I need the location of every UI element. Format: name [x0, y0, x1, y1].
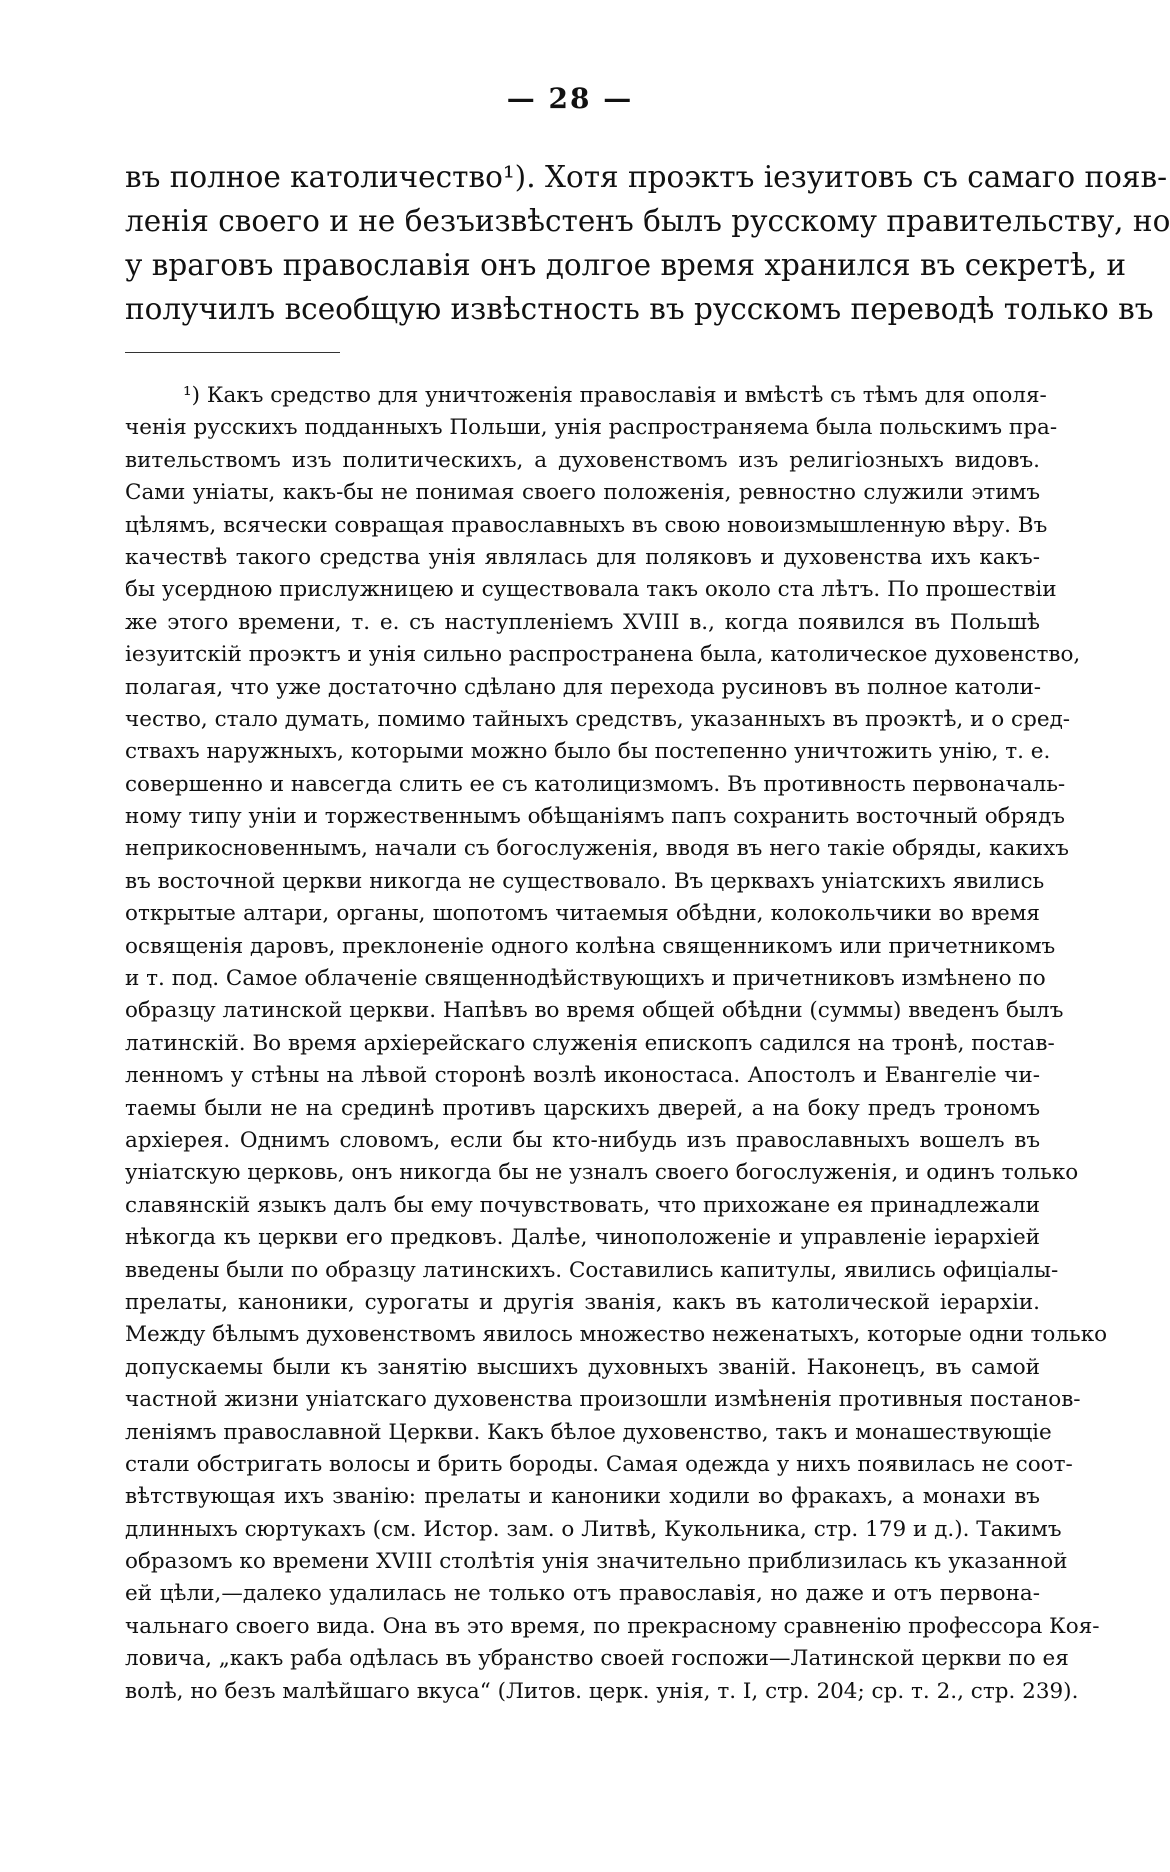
- main-text: [125, 155, 1170, 331]
- footnote-line: образцу латинской церкви. Напѣвъ во время общей обѣдни (суммы) введенъ былъ: [125, 998, 1064, 1024]
- footnote-line: качествѣ такого средства унiя являлась для поляковъ и духовенства ихъ какъ-: [125, 544, 1040, 570]
- footnote-line: и т. под. Самое облаченiе священнодѣйствующихъ и причетниковъ измѣнено по: [125, 966, 1046, 992]
- footnote-line: ствахъ наружныхъ, которыми можно было бы постепенно уничтожить унiю, т. е.: [125, 739, 1051, 765]
- footnote-line: нѣкогда къ церкви его предковъ. Далѣе, чиноположенiе и управленiе iерархiей: [125, 1225, 1040, 1251]
- footnote-line: Между бѣлымъ духовенствомъ явилось множество неженатыхъ, которые одни только: [125, 1322, 1108, 1348]
- footnote-line: ¹) Какъ средство для уничтоженiя православiя и вмѣстѣ съ тѣмъ для ополя-: [183, 383, 1047, 408]
- footnote-line: совершенно и навсегда слить ее съ католицизмомъ. Въ противность первоначаль-: [125, 771, 1066, 797]
- footnote-line: ловича, „какъ раба одѣлась въ убранство своей госпожи—Латинской церкви по ея: [125, 1646, 1069, 1672]
- footnote-line: латинскiй. Во время архiерейскаго служенiя епископъ садился на тронѣ, постав-: [125, 1030, 1055, 1056]
- footnote-line: iезуитскiй проэктъ и унiя сильно распространена была, католическое духовенство,: [125, 642, 1081, 668]
- footnote-line: ленiямъ православной Церкви. Какъ бѣлое духовенство, такъ и монашествующiе: [125, 1419, 1052, 1445]
- footnote-line: прелаты, каноники, сурогаты и другiя званiя, какъ въ католической iерархiи.: [125, 1289, 1040, 1315]
- footnote-line: чество, стало думать, помимо тайныхъ средствъ, указанныхъ въ проэктѣ, и о сред-: [125, 706, 1071, 732]
- footnote-line: стали обстригать волосы и брить бороды. Самая одежда у нихъ появилась не соот-: [125, 1451, 1073, 1477]
- footnote-line: частной жизни унiатскаго духовенства произошли измѣненiя противныя постанов-: [125, 1387, 1081, 1413]
- footnote-line: введены были по образцу латинскихъ. Составились капитулы, явились офицiалы-: [125, 1257, 1059, 1283]
- footnote-line: бы усердною прислужницею и существовала такъ около ста лѣтъ. По прошествiи: [125, 577, 1057, 603]
- text-line: ленiя своего и не безъизвѣстенъ былъ русскому правительству, но: [125, 204, 1170, 238]
- text-line: въ полное католичество¹). Хотя проэктъ iезуитовъ съ самаго появ-: [125, 160, 1168, 194]
- footnote-line: таемы были не на срединѣ противъ царскихъ дверей, а на боку предъ трономъ: [125, 1095, 1040, 1121]
- page-number: — 28 —: [506, 82, 634, 115]
- footnote-line: славянскiй языкъ далъ бы ему почувствовать, что прихожане ея принадлежали: [125, 1192, 1040, 1218]
- footnote-line: чальнаго своего вида. Она въ это время, по прекрасному сравненiю профессора Коя-: [125, 1613, 1100, 1639]
- footnote-line: Сами унiаты, какъ-бы не понимая своего положенiя, ревностно служили этимъ: [125, 480, 1040, 506]
- footnote-line: ченiя русскихъ подданныхъ Польши, унiя распространяема была польскимъ пра-: [125, 415, 1058, 441]
- footnote-line: унiатскую церковь, онъ никогда бы не узналъ своего богослуженiя, и одинъ только: [125, 1160, 1079, 1186]
- footnote-line: волѣ, но безъ малѣйшаго вкуса“ (Литов. церк. унiя, т. I, стр. 204; ср. т. 2., стр. 239).: [125, 1678, 1079, 1704]
- footnote-separator: [125, 352, 340, 353]
- footnote-line: неприкосновеннымъ, начали съ богослуженiя, вводя въ него такiе обряды, какихъ: [125, 836, 1069, 862]
- footnote-line: длинныхъ сюртукахъ (см. Истор. зам. о Литвѣ, Кукольника, стр. 179 и д.). Такимъ: [125, 1516, 1062, 1542]
- text-line: у враговъ православiя онъ долгое время хранился въ секретѣ, и: [125, 248, 1127, 282]
- footnote-line: образомъ ко времени XVIII столѣтiя унiя значительно приблизилась къ указанной: [125, 1549, 1068, 1575]
- footnote: [125, 380, 1108, 1708]
- footnote-line: освященiя даровъ, преклоненiе одного колѣна священникомъ или причетникомъ: [125, 933, 1056, 959]
- footnote-line: вительствомъ изъ политическихъ, а духовенствомъ изъ религiозныхъ видовъ.: [125, 447, 1040, 473]
- footnote-line: ленномъ у стѣны на лѣвой сторонѣ возлѣ иконостаса. Апостолъ и Евангелiе чи-: [125, 1063, 1040, 1089]
- footnote-line: же этого времени, т. е. съ наступленiемъ XVIII в., когда появился въ Польшѣ: [125, 609, 1040, 635]
- footnote-line: архiерея. Однимъ словомъ, если бы кто-нибудь изъ православныхъ вошелъ въ: [125, 1127, 1040, 1153]
- footnote-line: вѣтствующая ихъ званiю: прелаты и каноники ходили во фракахъ, а монахи въ: [125, 1484, 1040, 1510]
- footnote-line: ному типу унiи и торжественнымъ обѣщанiямъ папъ сохранить восточный обрядъ: [125, 804, 1065, 830]
- footnote-line: цѣлямъ, всячески совращая православныхъ въ свою новоизмышленную вѣру. Въ: [125, 512, 1048, 538]
- footnote-line: допускаемы были къ занятiю высшихъ духовныхъ званiй. Наконецъ, въ самой: [125, 1354, 1040, 1380]
- text-line: получилъ всеобщую извѣстность въ русскомъ переводѣ только въ: [125, 292, 1154, 326]
- footnote-line: открытые алтари, органы, шопотомъ читаемыя обѣдни, колокольчики во время: [125, 901, 1040, 927]
- footnote-line: ей цѣли,—далеко удалилась не только отъ православiя, но даже и отъ первона-: [125, 1581, 1040, 1607]
- footnote-line: въ восточной церкви никогда не существовало. Въ церквахъ унiатскихъ явились: [125, 868, 1045, 894]
- footnote-line: полагая, что уже достаточно сдѣлано для перехода русиновъ въ полное католи-: [125, 674, 1042, 700]
